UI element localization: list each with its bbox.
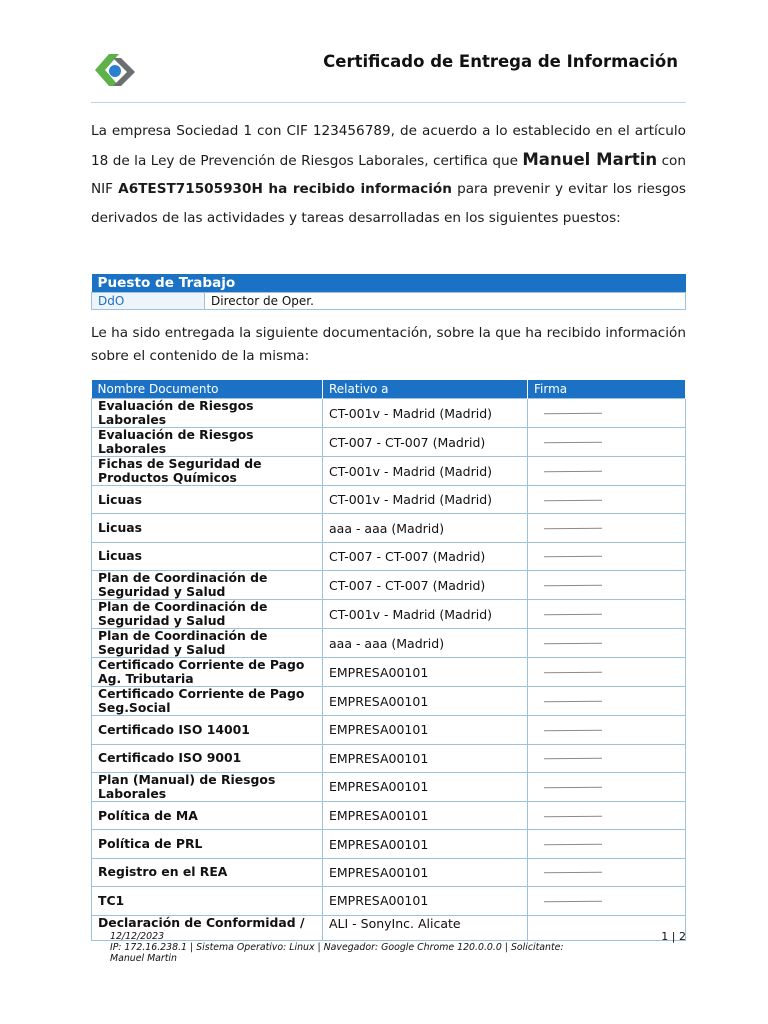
signature-line bbox=[544, 872, 602, 874]
signature-cell bbox=[528, 658, 686, 687]
document-relative: aaa - aaa (Madrid) bbox=[323, 514, 528, 542]
signature-cell bbox=[528, 571, 686, 600]
signature-line bbox=[544, 556, 602, 558]
document-relative: aaa - aaa (Madrid) bbox=[323, 629, 528, 658]
table-row bbox=[92, 428, 686, 457]
table-row bbox=[92, 514, 686, 542]
signature-cell bbox=[528, 744, 686, 772]
document-name: Licuas bbox=[92, 514, 323, 542]
signature-cell bbox=[528, 858, 686, 886]
document-relative: EMPRESA00101 bbox=[323, 687, 528, 716]
company-logo-icon bbox=[95, 52, 135, 92]
document-relative: CT-001v - Madrid (Madrid) bbox=[323, 600, 528, 629]
signature-cell bbox=[528, 830, 686, 858]
signature-line bbox=[544, 901, 602, 903]
table-row bbox=[92, 457, 686, 486]
signature-line bbox=[544, 413, 602, 415]
document-relative: CT-001v - Madrid (Madrid) bbox=[323, 457, 528, 486]
signature-line bbox=[544, 815, 602, 817]
signature-line bbox=[544, 643, 602, 645]
signature-cell bbox=[528, 687, 686, 716]
signature-cell bbox=[528, 887, 686, 915]
document-header bbox=[91, 40, 686, 103]
document-name: Fichas de Seguridad de Productos Químicos bbox=[92, 457, 323, 486]
document-name: Certificado ISO 9001 bbox=[92, 744, 323, 772]
table-row bbox=[92, 571, 686, 600]
table-row bbox=[92, 687, 686, 716]
table-row bbox=[92, 830, 686, 858]
intro-text-2: con NIF bbox=[91, 152, 686, 197]
nif-statement: A6TEST71505930H ha recibido información bbox=[118, 181, 452, 197]
signature-cell bbox=[528, 716, 686, 744]
document-relative: ALI - SonyInc. Alicate bbox=[323, 915, 528, 940]
document-relative: CT-001v - Madrid (Madrid) bbox=[323, 486, 528, 514]
document-name: Plan de Coordinación de Seguridad y Salud bbox=[92, 629, 323, 658]
document-relative: EMPRESA00101 bbox=[323, 858, 528, 886]
document-name: Evaluación de Riesgos Laborales bbox=[92, 428, 323, 457]
document-relative: CT-007 - CT-007 (Madrid) bbox=[323, 571, 528, 600]
footer-meta: IP: 172.16.238.1 | Sistema Operativo: Linux | Navegador: Google Chrome 120.0.0.0 | Solicitante: bbox=[110, 942, 564, 953]
document-name: Certificado Corriente de Pago Ag. Tributaria bbox=[92, 658, 323, 687]
table-row bbox=[92, 399, 686, 428]
document-relative: EMPRESA00101 bbox=[323, 772, 528, 801]
table-row bbox=[92, 801, 686, 829]
document-name: Política de PRL bbox=[92, 830, 323, 858]
document-name: Registro en el REA bbox=[92, 858, 323, 886]
table-row bbox=[92, 858, 686, 886]
document-name: Licuas bbox=[92, 486, 323, 514]
table-row bbox=[92, 716, 686, 744]
table-row bbox=[92, 600, 686, 629]
job-position-table bbox=[91, 274, 686, 310]
signature-cell bbox=[528, 542, 686, 570]
signature-line bbox=[544, 730, 602, 732]
document-name: Certificado ISO 14001 bbox=[92, 716, 323, 744]
signature-cell bbox=[528, 600, 686, 629]
person-name: Manuel Martin bbox=[522, 149, 658, 169]
document-relative: EMPRESA00101 bbox=[323, 801, 528, 829]
signature-line bbox=[544, 701, 602, 703]
table-row bbox=[92, 486, 686, 514]
certification-paragraph bbox=[91, 117, 686, 232]
table-row bbox=[92, 629, 686, 658]
signature-cell bbox=[528, 629, 686, 658]
signature-cell bbox=[528, 514, 686, 542]
document-name: Certificado Corriente de Pago Seg.Social bbox=[92, 687, 323, 716]
table-row bbox=[92, 887, 686, 915]
signature-line bbox=[544, 844, 602, 846]
document-relative: EMPRESA00101 bbox=[323, 887, 528, 915]
intro-text-1: La empresa Sociedad 1 con CIF 123456789, de acuerdo a lo establecido en el artículo 18 de la Ley de Prevención de Riesgos Laborales, certifica que bbox=[91, 123, 686, 169]
signature-line bbox=[544, 614, 602, 616]
document-relative: CT-007 - CT-007 (Madrid) bbox=[323, 542, 528, 570]
table-row bbox=[92, 772, 686, 801]
document-name: Política de MA bbox=[92, 801, 323, 829]
signature-line bbox=[544, 442, 602, 444]
document-relative: EMPRESA00101 bbox=[323, 744, 528, 772]
document-name: Licuas bbox=[92, 542, 323, 570]
footer-date: 12/12/2023 bbox=[110, 931, 165, 942]
document-name: Plan de Coordinación de Seguridad y Salud bbox=[92, 600, 323, 629]
document-relative: EMPRESA00101 bbox=[323, 658, 528, 687]
column-header-name: Nombre Documento bbox=[92, 380, 323, 399]
signature-cell bbox=[528, 801, 686, 829]
signature-cell bbox=[528, 428, 686, 457]
signature-line bbox=[544, 528, 602, 530]
document-name: Declaración de Conformidad / bbox=[92, 915, 323, 940]
document-title: Certificado de Entrega de Información bbox=[323, 52, 678, 71]
documents-table-header bbox=[92, 380, 686, 399]
page-number: 1 | 2 bbox=[661, 930, 686, 943]
signature-line bbox=[544, 672, 602, 674]
column-header-signature: Firma bbox=[528, 380, 686, 399]
signature-line bbox=[544, 499, 602, 501]
page-footer bbox=[110, 931, 686, 964]
job-position-code: DdO bbox=[92, 293, 205, 310]
signature-line bbox=[544, 585, 602, 587]
table-row bbox=[92, 744, 686, 772]
signature-line bbox=[544, 758, 602, 760]
documentation-intro: Le ha sido entregada la siguiente documentación, sobre la que ha recibido información sobre el contenido de la misma: bbox=[91, 325, 686, 364]
signature-line bbox=[544, 471, 602, 473]
document-relative: CT-007 - CT-007 (Madrid) bbox=[323, 428, 528, 457]
table-row bbox=[92, 658, 686, 687]
table-row bbox=[92, 542, 686, 570]
document-relative: CT-001v - Madrid (Madrid) bbox=[323, 399, 528, 428]
signature-line bbox=[544, 787, 602, 789]
document-name: Plan de Coordinación de Seguridad y Salud bbox=[92, 571, 323, 600]
signature-cell bbox=[528, 457, 686, 486]
document-name: TC1 bbox=[92, 887, 323, 915]
intro-text-3: para prevenir y evitar los riesgos derivados de las actividades y tareas desarrolladas en los siguientes puestos: bbox=[91, 181, 686, 226]
signature-cell bbox=[528, 399, 686, 428]
column-header-relative: Relativo a bbox=[323, 380, 528, 399]
job-position-name: Director de Oper. bbox=[205, 293, 686, 310]
document-relative: EMPRESA00101 bbox=[323, 830, 528, 858]
signature-cell bbox=[528, 486, 686, 514]
job-position-header: Puesto de Trabajo bbox=[92, 274, 686, 293]
document-name: Evaluación de Riesgos Laborales bbox=[92, 399, 323, 428]
documents-table bbox=[91, 380, 686, 941]
document-relative: EMPRESA00101 bbox=[323, 716, 528, 744]
footer-requester: Manuel Martin bbox=[110, 953, 177, 964]
signature-cell bbox=[528, 772, 686, 801]
document-name: Plan (Manual) de Riesgos Laborales bbox=[92, 772, 323, 801]
